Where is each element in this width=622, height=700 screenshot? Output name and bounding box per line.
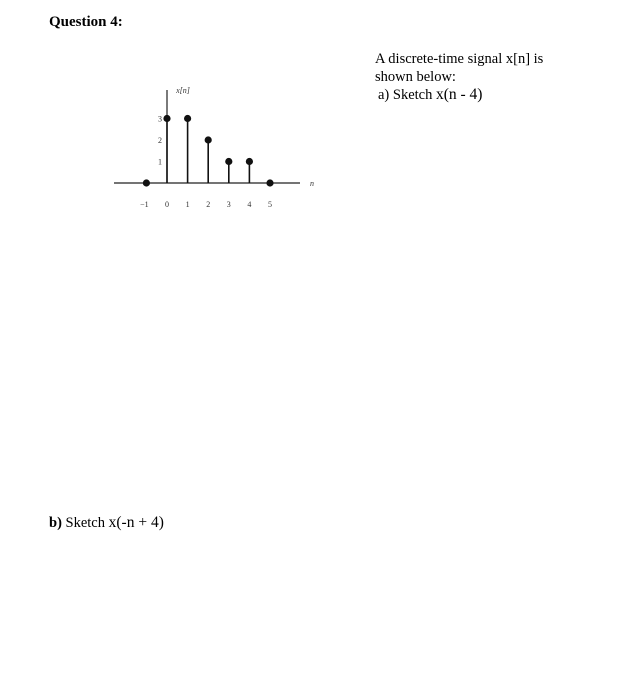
y-axis-label: x[n] (176, 86, 190, 95)
plot-stems (143, 115, 274, 187)
problem-line-2: shown below: (375, 69, 456, 85)
question-title: Question 4: (49, 14, 123, 30)
x-tick-label: −1 (140, 200, 149, 209)
part-b-label: b) (49, 515, 62, 531)
part-a-label: a) Sketch (378, 87, 433, 103)
stem-marker (143, 179, 150, 186)
x-tick-label: 3 (226, 200, 231, 209)
stem-marker (225, 158, 232, 165)
part-b (49, 514, 164, 532)
x-axis-label: n (310, 179, 314, 188)
part-a (375, 86, 575, 104)
y-tick-label: 2 (158, 136, 162, 145)
stem-marker (205, 136, 212, 143)
part-b-expression: x(-n + 4) (108, 514, 164, 531)
x-tick-label: 4 (247, 200, 252, 209)
stem-plot (0, 0, 622, 260)
plot-axes (114, 90, 300, 183)
x-tick-label: 2 (206, 200, 211, 209)
part-a-expression: x(n - 4) (435, 86, 483, 103)
stem-marker (184, 115, 191, 122)
stem-marker (266, 179, 273, 186)
y-tick-label: 1 (158, 157, 162, 167)
y-tick-label: 3 (158, 114, 162, 124)
x-tick-label: 1 (185, 200, 190, 209)
problem-line-1: A discrete-time signal x[n] is (375, 51, 544, 67)
part-b-text: Sketch (65, 515, 105, 531)
stem-marker (163, 115, 170, 122)
x-tick-label: 0 (165, 200, 169, 209)
stem-marker (246, 158, 253, 165)
problem-statement (375, 50, 575, 104)
x-tick-label: 5 (268, 200, 272, 209)
